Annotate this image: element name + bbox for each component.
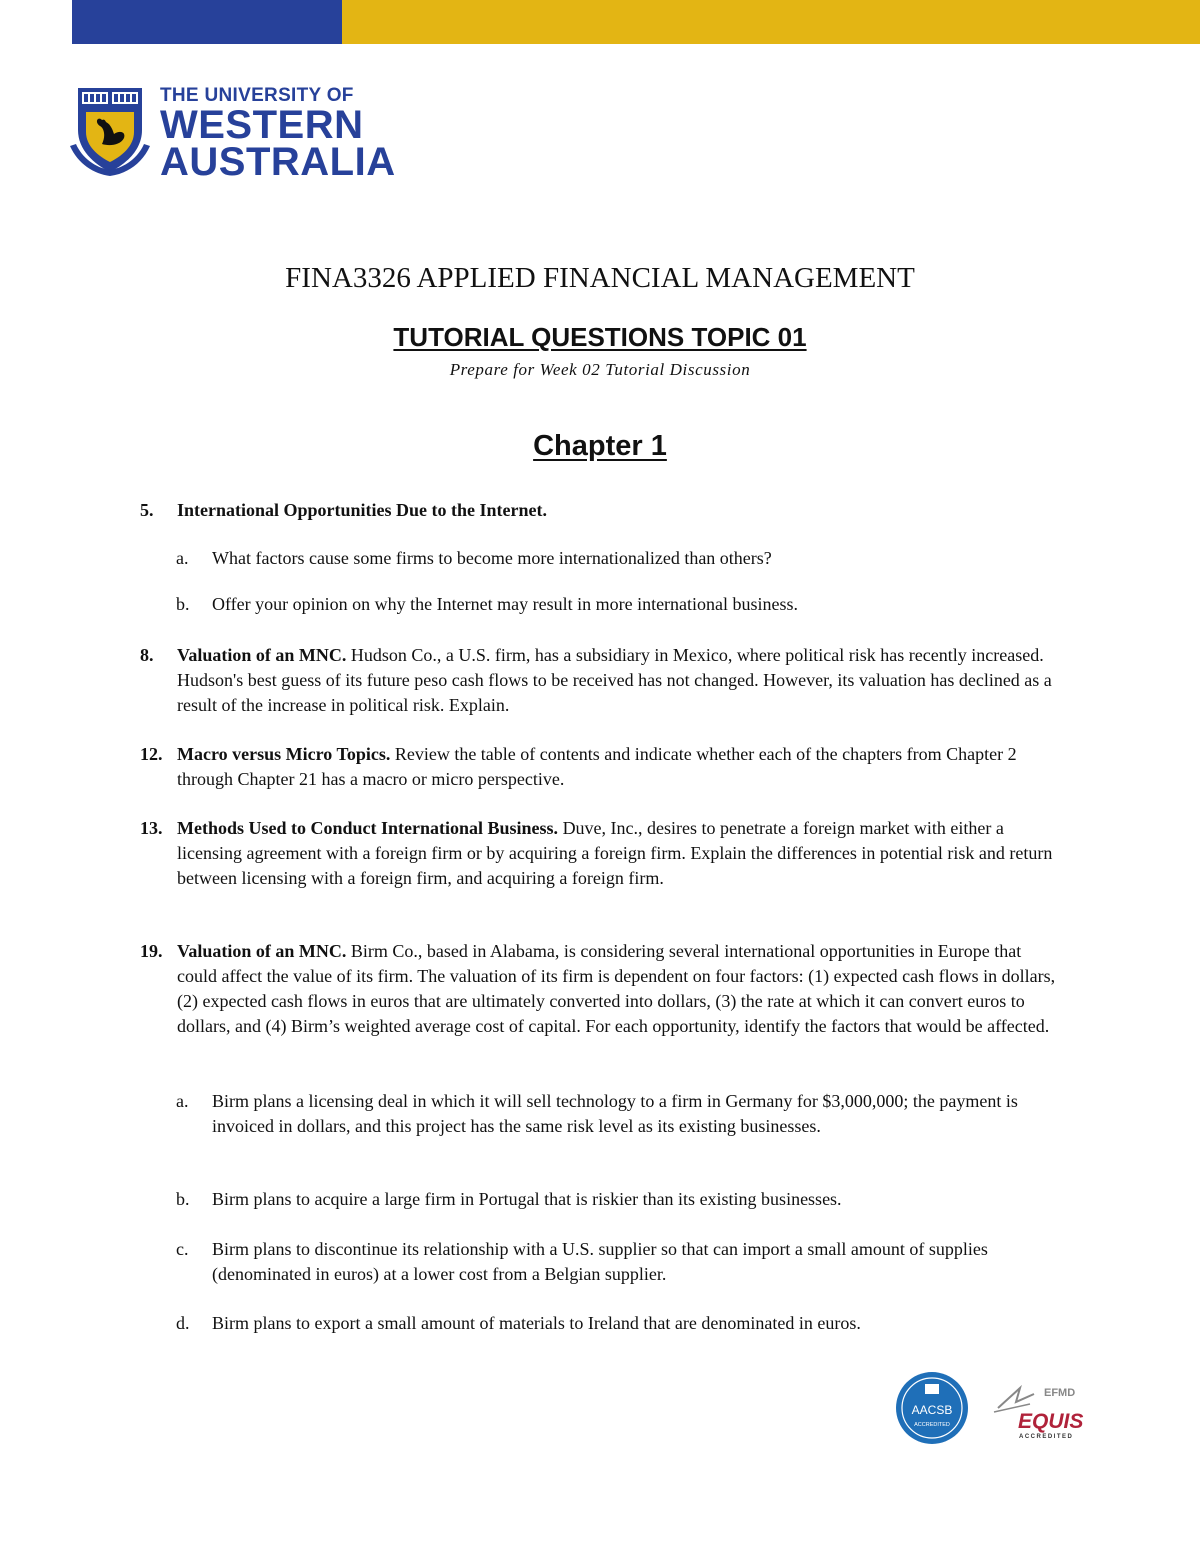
header-bar-blue — [72, 0, 342, 44]
equis-sub-label: ACCREDITED — [1019, 1434, 1074, 1440]
question-number: 13. — [140, 818, 163, 838]
question-number: 19. — [140, 941, 163, 961]
university-logo — [68, 84, 396, 184]
part-label: b. — [176, 1189, 190, 1209]
question-heading: Valuation of an MNC. — [177, 941, 347, 961]
question-number: 12. — [140, 744, 163, 764]
aacsb-label: AACSB — [911, 1403, 953, 1417]
aacsb-badge — [896, 1372, 968, 1444]
question-text: Hudson Co., a U.S. firm, has a subsidiary in Mexico, where political risk has recently increased. Hudson's best guess of its future peso cash flows to be received has not changed. However, its valuation has declined as a result of the increase in political risk. Explain. — [177, 645, 1052, 715]
chapter-heading: Chapter 1 — [533, 430, 667, 462]
question-text: Birm Co., based in Alabama, is considering several international opportunities in Europe that could affect the value of its firm. The valuation of its firm is dependent on four factors: (1) expected cash flows in dollars, (2) expected cash flows in euros that are ultimately converted into dollars, (3) the rate at which it can convert euros to dollars, and (4) Birm’s weighted average cost of capital. For each opportunity, identify the factors that would be affected. — [177, 941, 1056, 1036]
part-label: d. — [176, 1313, 190, 1333]
question-text: Duve, Inc., desires to penetrate a foreign market with either a licensing agreement with a foreign firm or by acquiring a foreign firm. Explain the differences in potential risk and return between licensing with a foreign firm, and acquiring a foreign firm. — [177, 818, 1053, 888]
part-label: c. — [176, 1239, 189, 1259]
question-heading: International Opportunities Due to the Internet. — [177, 500, 547, 520]
question-19-part-d — [176, 1311, 1056, 1336]
efmd-label: EFMD — [1044, 1387, 1076, 1399]
aacsb-sub-label: ACCREDITED — [914, 1422, 950, 1428]
logo-wordmark — [160, 84, 396, 182]
course-title: FINA3326 APPLIED FINANCIAL MANAGEMENT — [285, 262, 915, 294]
part-label: a. — [176, 548, 189, 568]
question-5-part-a — [176, 546, 1056, 571]
part-text: Birm plans to acquire a large firm in Portugal that is riskier than its existing businesses. — [212, 1189, 842, 1209]
question-19-part-c — [176, 1237, 1056, 1287]
question-5 — [140, 498, 1060, 523]
logo-line-3: AUSTRALIA — [160, 140, 396, 184]
question-13 — [140, 816, 1060, 891]
logo-line-1: THE UNIVERSITY OF — [160, 85, 354, 106]
tutorial-subtitle: TUTORIAL QUESTIONS TOPIC 01 — [393, 322, 807, 352]
question-5-part-b — [176, 592, 1056, 617]
logo-line-2: WESTERN — [160, 103, 364, 147]
accreditation-logos — [894, 1370, 1094, 1450]
header-bar-gold — [342, 0, 1200, 44]
question-number: 8. — [140, 645, 154, 665]
part-text: Birm plans to discontinue its relationship with a U.S. supplier so that can import a small amount of supplies (denominated in euros) at a lower cost from a Belgian supplier. — [212, 1239, 988, 1284]
question-number: 5. — [140, 500, 154, 520]
prepare-note: Prepare for Week 02 Tutorial Discussion — [449, 360, 751, 379]
part-label: a. — [176, 1091, 189, 1111]
question-19-part-b — [176, 1187, 1056, 1212]
question-heading: Valuation of an MNC. — [177, 645, 347, 665]
equis-badge — [994, 1387, 1083, 1440]
part-text: Birm plans to export a small amount of materials to Ireland that are denominated in euros. — [212, 1313, 861, 1333]
question-heading: Macro versus Micro Topics. — [177, 744, 391, 764]
part-label: b. — [176, 594, 190, 614]
part-text: Offer your opinion on why the Internet may result in more international business. — [212, 594, 799, 614]
question-12 — [140, 742, 1060, 792]
part-text: What factors cause some firms to become more internationalized than others? — [212, 548, 772, 568]
question-text: Review the table of contents and indicate whether each of the chapters from Chapter 2 through Chapter 21 has a macro or micro perspective. — [177, 744, 1017, 789]
question-8 — [140, 643, 1060, 718]
part-text: Birm plans a licensing deal in which it will sell technology to a firm in Germany for $3,000,000; the payment is invoiced in dollars, and this project has the same risk level as its existing businesses. — [212, 1091, 1018, 1136]
question-19-part-a — [176, 1089, 1056, 1139]
question-heading: Methods Used to Conduct International Business. — [177, 818, 559, 838]
equis-label: EQUIS — [1018, 1410, 1084, 1433]
question-19 — [140, 939, 1060, 1039]
uwa-crest-icon — [68, 84, 152, 176]
